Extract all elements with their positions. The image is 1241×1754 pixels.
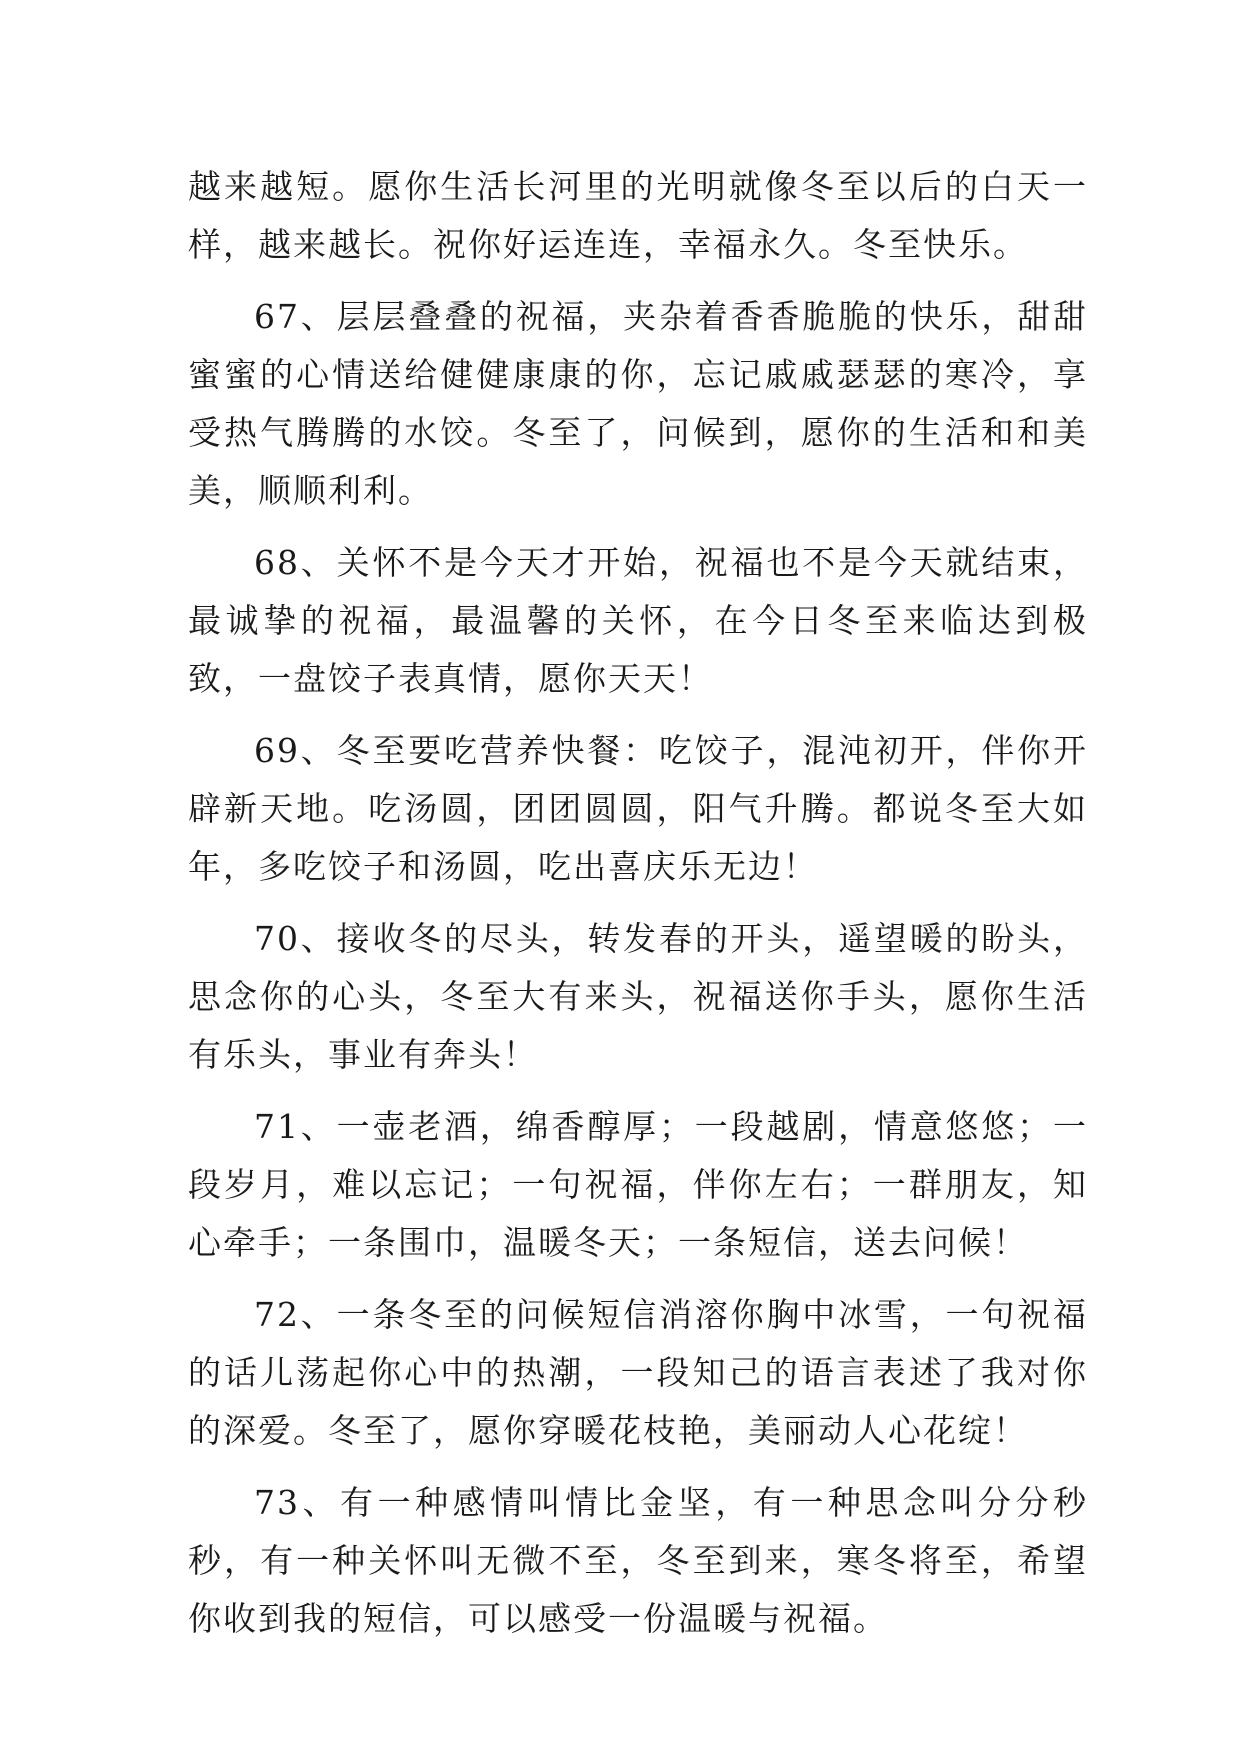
paragraph-67: 67、层层叠叠的祝福，夹杂着香香脆脆的快乐，甜甜蜜蜜的心情送给健健康康的你，忘记戚戚瑟瑟的寒冷，享受热气腾腾的水饺。冬至了，问候到，愿你的生活和和美美，顺顺利利。: [188, 297, 1088, 510]
paragraph-70: 70、接收冬的尽头，转发春的开头，遥望暖的盼头，思念你的心头，冬至大有来头，祝福送你手头，愿你生活有乐头，事业有奔头！: [188, 919, 1088, 1074]
paragraph-72: 72、一条冬至的问候短信消溶你胸中冰雪，一句祝福的话儿荡起你心中的热潮，一段知己的语言表述了我对你的深爱。冬至了，愿你穿暖花枝艳，美丽动人心花绽！: [188, 1295, 1088, 1450]
paragraph-69: 69、冬至要吃营养快餐：吃饺子，混沌初开，伴你开辟新天地。吃汤圆，团团圆圆，阳气升腾。都说冬至大如年，多吃饺子和汤圆，吃出喜庆乐无边！: [188, 731, 1088, 886]
paragraph-continuation: 越来越短。愿你生活长河里的光明就像冬至以后的白天一样，越来越长。祝你好运连连，幸福永久。冬至快乐。: [188, 167, 1088, 264]
paragraph-68: 68、关怀不是今天才开始，祝福也不是今天就结束，最诚挚的祝福，最温馨的关怀，在今日冬至来临达到极致，一盘饺子表真情，愿你天天！: [188, 543, 1088, 698]
document-body: [188, 158, 1088, 1662]
paragraph-73: 73、有一种感情叫情比金坚，有一种思念叫分分秒秒，有一种关怀叫无微不至，冬至到来，寒冬将至，希望你收到我的短信，可以感受一份温暖与祝福。: [188, 1483, 1088, 1638]
paragraph-71: 71、一壶老酒，绵香醇厚；一段越剧，情意悠悠；一段岁月，难以忘记；一句祝福，伴你左右；一群朋友，知心牵手；一条围巾，温暖冬天；一条短信，送去问候！: [188, 1107, 1088, 1262]
